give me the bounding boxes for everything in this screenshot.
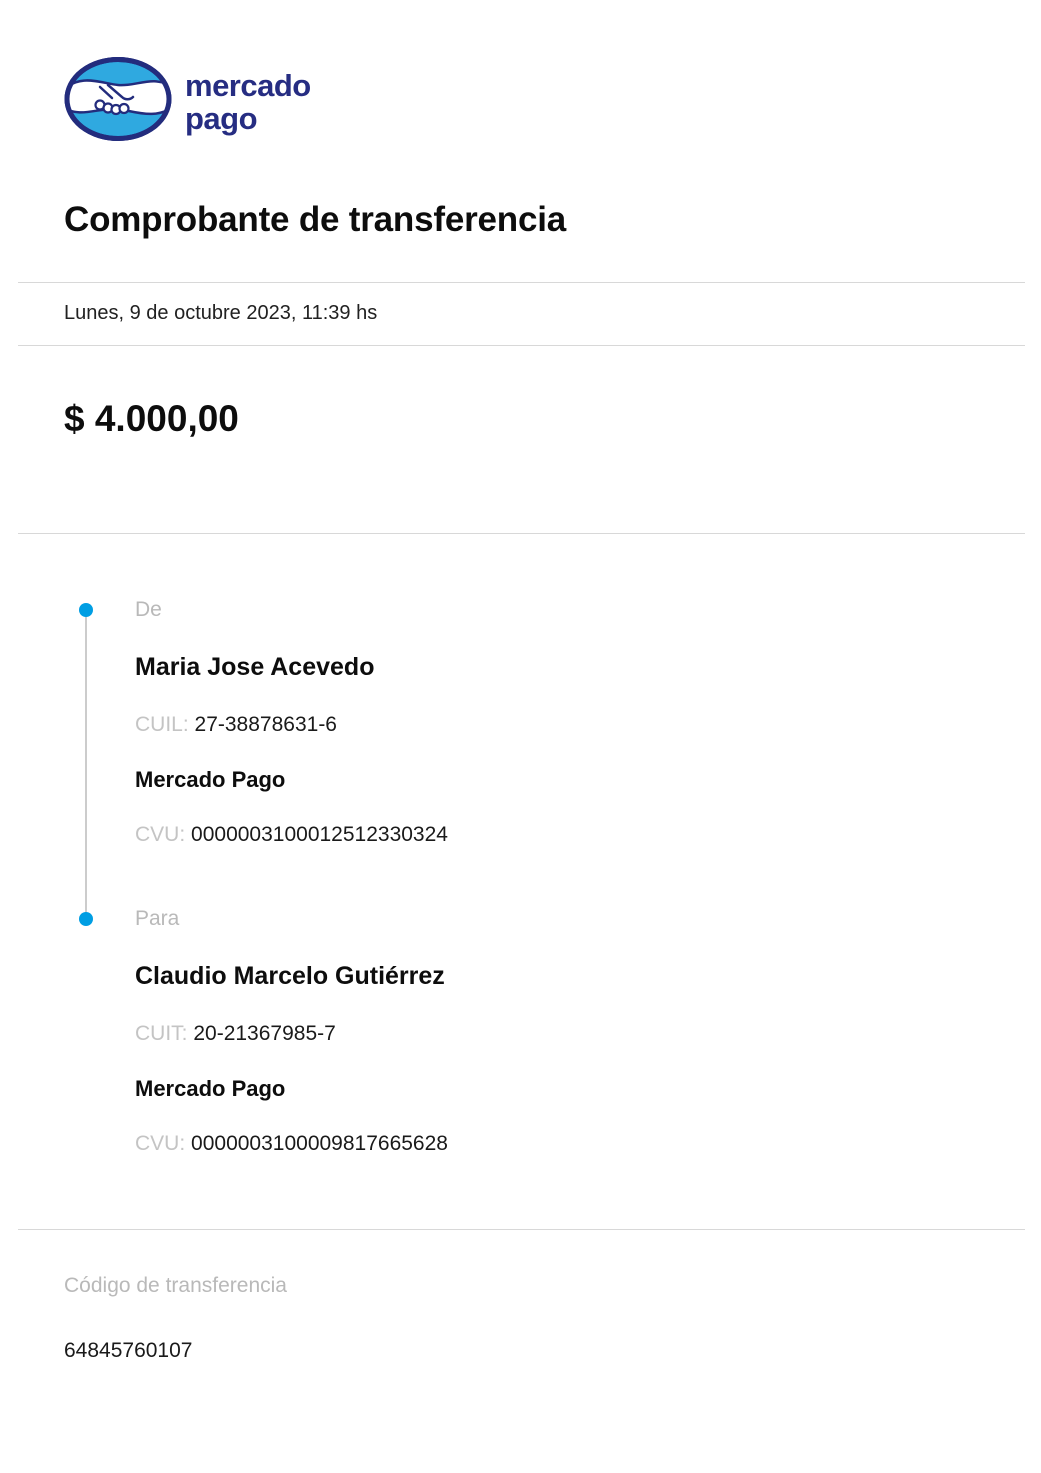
divider-below-date <box>18 345 1025 346</box>
page-title: Comprobante de transferencia <box>64 200 567 239</box>
from-name: Maria Jose Acevedo <box>135 653 375 681</box>
from-id-value: 27-38878631-6 <box>194 713 337 736</box>
from-label: De <box>135 598 162 621</box>
transfer-parties-timeline <box>64 599 1025 1155</box>
to-bank: Mercado Pago <box>135 1076 286 1101</box>
to-account-label: CVU: <box>135 1132 186 1155</box>
from-account-label: CVU: <box>135 823 186 846</box>
transfer-from-entry <box>64 599 1025 846</box>
to-id-row <box>135 1023 1025 1045</box>
transfer-code-value: 64845760107 <box>64 1339 193 1362</box>
from-id-row <box>135 714 1025 736</box>
timeline-dot-icon <box>79 603 93 617</box>
handshake-logo-icon <box>64 57 172 146</box>
mercadopago-wordmark <box>185 69 311 135</box>
transfer-to-entry <box>64 908 1025 1155</box>
mercadopago-logo <box>64 0 1041 146</box>
from-account-row <box>135 824 1025 846</box>
to-label: Para <box>135 907 180 930</box>
from-bank: Mercado Pago <box>135 767 286 792</box>
timeline-dot-icon <box>79 912 93 926</box>
to-account-value: 0000003100009817665628 <box>191 1132 448 1155</box>
to-id-label: CUIT: <box>135 1022 188 1045</box>
transfer-amount: $ 4.000,00 <box>64 398 239 439</box>
wordmark-line-2: pago <box>185 100 258 136</box>
from-account-value: 0000003100012512330324 <box>191 823 448 846</box>
to-name: Claudio Marcelo Gutiérrez <box>135 962 445 990</box>
transfer-code-label: Código de transferencia <box>64 1274 287 1297</box>
to-account-row <box>135 1133 1025 1155</box>
divider-below-amount <box>18 533 1025 534</box>
to-id-value: 20-21367985-7 <box>193 1022 336 1045</box>
divider-above-code <box>18 1229 1025 1230</box>
wordmark-line-1: mercado <box>185 67 311 103</box>
from-id-label: CUIL: <box>135 713 189 736</box>
transfer-date: Lunes, 9 de octubre 2023, 11:39 hs <box>64 302 378 324</box>
